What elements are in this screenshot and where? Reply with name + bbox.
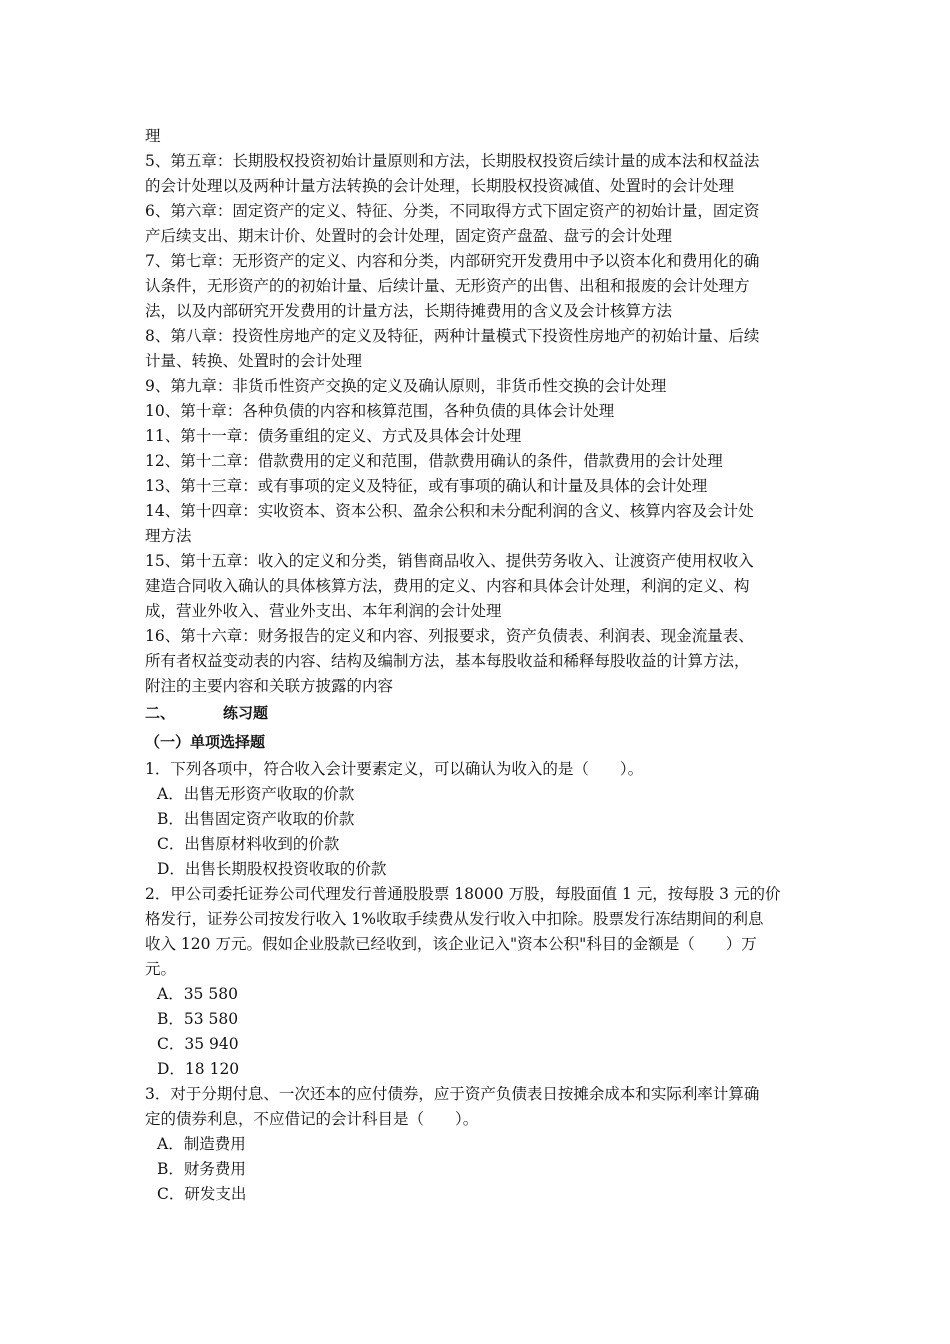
text-line: 理: [145, 127, 161, 145]
subsection-heading: （一）单项选择题: [145, 733, 266, 751]
answer-option: B．出售固定资产收取的价款: [157, 810, 355, 828]
syllabus-item: [145, 199, 810, 249]
text-line: 附注的主要内容和关联方披露的内容: [145, 677, 394, 695]
question-text: 1．下列各项中，符合收入会计要素定义，可以确认为收入的是（ ）。: [145, 760, 644, 778]
text-line: 8、第八章：投资性房地产的定义及特征，两种计量模式下投资性房地产的初始计量、后续: [145, 327, 760, 345]
section-heading: [145, 701, 810, 726]
text-line: 产后续支出、期末计价、处置时的会计处理，固定资产盘盈、盘亏的会计处理: [145, 227, 673, 245]
text-line: 6、第六章：固定资产的定义、特征、分类，不同取得方式下固定资产的初始计量，固定资: [145, 202, 760, 220]
text-line: 13、第十三章：或有事项的定义及特征，或有事项的确认和计量及具体的会计处理: [145, 477, 708, 495]
text-line: 成，营业外收入、营业外支出、本年利润的会计处理: [145, 602, 502, 620]
text-line: 认条件，无形资产的的初始计量、后续计量、无形资产的出售、出租和报废的会计处理方: [145, 277, 750, 295]
text-line: 计量、转换、处置时的会计处理: [145, 352, 363, 370]
syllabus-item: [145, 474, 810, 499]
text-line: 5、第五章：长期股权投资初始计量原则和方法，长期股权投资后续计量的成本法和权益法: [145, 152, 760, 170]
answer-option: C．出售原材料收到的价款: [157, 835, 340, 853]
answer-option: A．制造费用: [157, 1135, 246, 1153]
question-text: 2．甲公司委托证券公司代理发行普通股股票 18000 万股，每股面值 1 元，按每股 3 元的价: [145, 885, 781, 903]
syllabus-item: [145, 374, 810, 399]
question-text: 格发行，证券公司按发行收入 1%收取手续费从发行收入中扣除。股票发行冻结期间的利息: [145, 910, 764, 928]
question: [145, 757, 810, 882]
syllabus-list: [145, 124, 810, 699]
text-line: 理方法: [145, 527, 192, 545]
question-text: 3．对于分期付息、一次还本的应付债券，应于资产负债表日按摊余成本和实际利率计算确: [145, 1085, 760, 1103]
text-line: 14、第十四章：实收资本、资本公积、盈余公积和未分配利润的含义、核算内容及会计处: [145, 502, 754, 520]
answer-option: A．35 580: [157, 985, 238, 1003]
answer-option: C．研发支出: [157, 1185, 247, 1203]
page-content: [145, 124, 810, 1207]
question: [145, 1082, 810, 1207]
syllabus-item: [145, 449, 810, 474]
answer-option: D．出售长期股权投资收取的价款: [157, 860, 387, 878]
text-line: 7、第七章：无形资产的定义、内容和分类，内部研究开发费用中予以资本化和费用化的确: [145, 252, 760, 270]
text-line: 10、第十章：各种负债的内容和核算范围，各种负债的具体会计处理: [145, 402, 615, 420]
answer-option: C．35 940: [157, 1035, 239, 1053]
answer-option: B．财务费用: [157, 1160, 246, 1178]
text-line: 的会计处理以及两种计量方法转换的会计处理，长期股权投资减值、处置时的会计处理: [145, 177, 735, 195]
text-line: 12、第十二章：借款费用的定义和范围，借款费用确认的条件，借款费用的会计处理: [145, 452, 723, 470]
syllabus-item: [145, 249, 810, 324]
question-text: 定的债券利息，不应借记的会计科目是（ ）。: [145, 1110, 479, 1128]
syllabus-item: [145, 499, 810, 549]
text-line: 法，以及内部研究开发费用的计量方法，长期待摊费用的含义及会计核算方法: [145, 302, 673, 320]
question: [145, 882, 810, 1082]
text-line: 11、第十一章：债务重组的定义、方式及具体会计处理: [145, 427, 522, 445]
answer-option: B．53 580: [157, 1010, 239, 1028]
syllabus-item: [145, 324, 810, 374]
question-text: 元。: [145, 960, 177, 978]
syllabus-item: [145, 124, 810, 149]
question-text: 收入 120 万元。假如企业股款已经收到，该企业记入"资本公积"科目的金额是（ ）万: [145, 935, 757, 953]
text-line: 所有者权益变动表的内容、结构及编制方法，基本每股收益和稀释每股收益的计算方法，: [145, 652, 750, 670]
text-line: 15、第十五章：收入的定义和分类，销售商品收入、提供劳务收入、让渡资产使用权收入: [145, 552, 754, 570]
text-line: 16、第十六章：财务报告的定义和内容、列报要求，资产负债表、利润表、现金流量表、: [145, 627, 754, 645]
syllabus-item: [145, 549, 810, 624]
syllabus-item: [145, 624, 810, 699]
section-number: 二、: [145, 704, 176, 722]
answer-option: A．出售无形资产收取的价款: [157, 785, 355, 803]
answer-option: D．18 120: [157, 1060, 240, 1078]
text-line: 9、第九章：非货币性资产交换的定义及确认原则，非货币性交换的会计处理: [145, 377, 667, 395]
syllabus-item: [145, 399, 810, 424]
syllabus-item: [145, 149, 810, 199]
text-line: 建造合同收入确认的具体核算方法，费用的定义、内容和具体会计处理，利润的定义、构: [145, 577, 750, 595]
section-title: 练习题: [223, 704, 269, 722]
syllabus-item: [145, 424, 810, 449]
